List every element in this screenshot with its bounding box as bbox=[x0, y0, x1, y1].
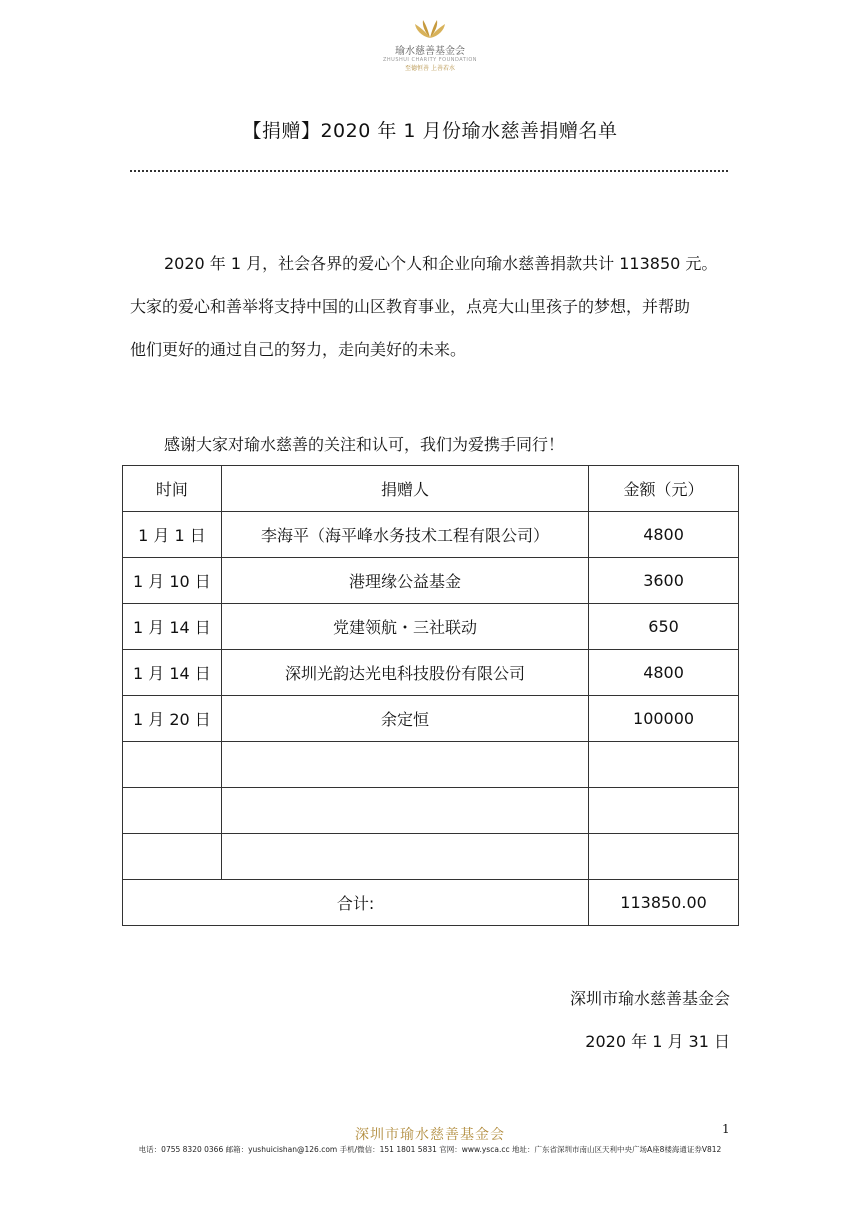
cell-amount: 650 bbox=[589, 604, 739, 650]
cell-donor: 党建领航・三社联动 bbox=[221, 604, 588, 650]
logo-text: 瑜水慈善基金会 bbox=[395, 46, 465, 57]
cell-amount bbox=[589, 788, 739, 834]
cell-date: 1 月 10 日 bbox=[123, 558, 222, 604]
cell-date bbox=[123, 834, 222, 880]
cell-date: 1 月 14 日 bbox=[123, 650, 222, 696]
document-title: 【捐赠】2020 年 1 月份瑜水慈善捐赠名单 bbox=[242, 120, 618, 142]
table-row bbox=[123, 512, 739, 558]
cell-donor: 港理缘公益基金 bbox=[221, 558, 588, 604]
footer-contact-info: 电话：0755 8320 0366 邮箱：yushuicishan@126.com 手机/微信：151 1801 5831 官网：www.ysca.cc 地址：广东省深圳市南山区天利中央广场A座8楼海通证券V812 bbox=[138, 1145, 722, 1154]
page-number: 1 bbox=[722, 1122, 730, 1136]
foundation-logo bbox=[360, 18, 500, 80]
footer-org-name: 深圳市瑜水慈善基金会 bbox=[355, 1127, 505, 1143]
table-row bbox=[123, 558, 739, 604]
table-row bbox=[123, 604, 739, 650]
paragraph-intro bbox=[130, 242, 730, 371]
total-label: 合计: bbox=[123, 880, 589, 926]
table-row bbox=[123, 834, 739, 880]
cell-date: 1 月 1 日 bbox=[123, 512, 222, 558]
table-row bbox=[123, 788, 739, 834]
cell-amount: 4800 bbox=[589, 650, 739, 696]
donation-table bbox=[122, 465, 739, 926]
cell-amount bbox=[589, 834, 739, 880]
dotted-divider bbox=[130, 170, 728, 172]
cell-donor bbox=[221, 742, 588, 788]
cell-date: 1 月 14 日 bbox=[123, 604, 222, 650]
paragraph-line: 他们更好的通过自己的努力，走向美好的未来。 bbox=[130, 340, 467, 359]
header-date: 时间 bbox=[123, 466, 222, 512]
signature-org: 深圳市瑜水慈善基金会 bbox=[569, 989, 730, 1008]
logo-slogan: 至德恒善 上善若水 bbox=[405, 65, 455, 72]
total-value: 113850.00 bbox=[589, 880, 739, 926]
logo-subtext: ZHUSHUI CHARITY FOUNDATION bbox=[382, 57, 478, 63]
cell-donor: 余定恒 bbox=[221, 696, 588, 742]
cell-date: 1 月 20 日 bbox=[123, 696, 222, 742]
signature-date: 2020 年 1 月 31 日 bbox=[585, 1032, 730, 1051]
paragraph-line: 大家的爱心和善举将支持中国的山区教育事业，点亮大山里孩子的梦想，并帮助 bbox=[130, 297, 691, 316]
table-row bbox=[123, 696, 739, 742]
header-amount: 金额（元） bbox=[589, 466, 739, 512]
cell-donor bbox=[221, 788, 588, 834]
table-row bbox=[123, 650, 739, 696]
header-donor: 捐赠人 bbox=[221, 466, 588, 512]
table-row bbox=[123, 742, 739, 788]
cell-amount: 4800 bbox=[589, 512, 739, 558]
thanks-text: 感谢大家对瑜水慈善的关注和认可，我们为爱携手同行！ bbox=[164, 435, 565, 454]
cell-amount bbox=[589, 742, 739, 788]
cell-date bbox=[123, 742, 222, 788]
cell-amount: 3600 bbox=[589, 558, 739, 604]
paragraph-line: 2020 年 1 月，社会各界的爱心个人和企业向瑜水慈善捐款共计 113850 元。 bbox=[164, 254, 718, 273]
cell-date bbox=[123, 788, 222, 834]
cell-donor: 李海平（海平峰水务技术工程有限公司） bbox=[221, 512, 588, 558]
cell-donor bbox=[221, 834, 588, 880]
table-total-row bbox=[123, 880, 739, 926]
table-header-row bbox=[123, 466, 739, 512]
cell-amount: 100000 bbox=[589, 696, 739, 742]
lotus-crown-icon bbox=[413, 18, 447, 40]
cell-donor: 深圳光韵达光电科技股份有限公司 bbox=[221, 650, 588, 696]
